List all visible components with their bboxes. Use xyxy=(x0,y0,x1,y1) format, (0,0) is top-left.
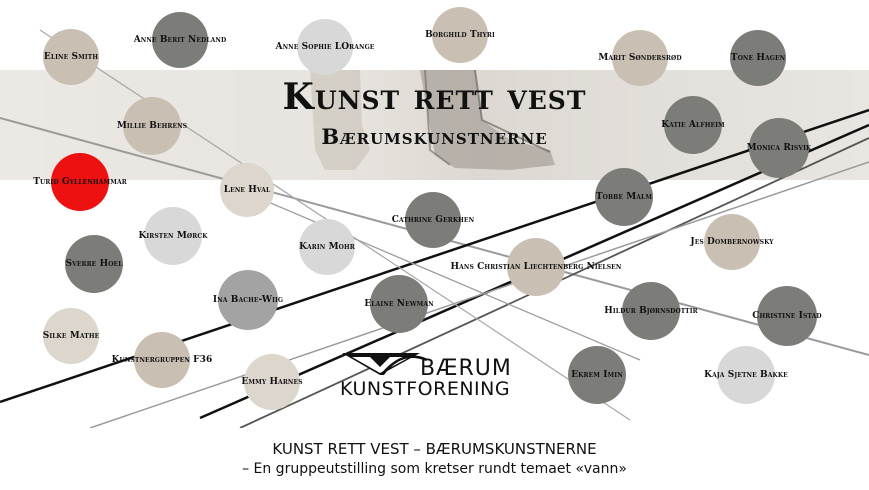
artist-name: Kirsten Mørck xyxy=(138,231,208,241)
page-title: Kunst rett vest xyxy=(282,76,587,118)
artist-name: Karin Mohr xyxy=(299,242,355,252)
artist-name: Borghild Thyri xyxy=(425,30,495,40)
artist-name: Hildur Bjørnsdottir xyxy=(604,306,698,316)
logo-text-top: BÆRUM xyxy=(420,356,512,381)
page-subtitle: Bærumskunstnerne xyxy=(321,124,548,149)
logo-text-bottom: KUNSTFORENING xyxy=(340,378,511,400)
footer-tagline: – En gruppeutstilling som kretser rundt temaet «vann» xyxy=(242,461,627,477)
artist-name: Ina Bache-Wiig xyxy=(212,295,284,305)
artist-name: Monica Risvik xyxy=(746,143,812,153)
artist-name: Hans Christian Liechtenberg Nielsen xyxy=(450,262,622,272)
artist-name: Sverre Hoel xyxy=(65,259,123,269)
artist-name: Christine Istad xyxy=(752,311,822,321)
artist-name: Elaine Newman xyxy=(364,299,434,309)
artist-name: Cathrine Gerkhen xyxy=(391,215,475,225)
artist-name: Kunstnergruppen F36 xyxy=(111,355,213,365)
artist-name: Lene Hval xyxy=(223,185,271,195)
artist-name: Jes Dombernowsky xyxy=(690,237,774,247)
artist-name: Turid Gyllenhammar xyxy=(33,177,127,187)
artist-name: Ekrem Imin xyxy=(571,370,623,380)
artist-name: Marit Søndersrød xyxy=(598,53,682,63)
artist-name: Tobbe Malm xyxy=(595,192,653,202)
footer-title: KUNST RETT VEST – BÆRUMSKUNSTNERNE xyxy=(272,440,597,458)
artist-name: Anne Sophie LOrange xyxy=(275,42,375,52)
artist-name: Eline Smith xyxy=(43,52,99,62)
artist-name: Anne Berit Nedland xyxy=(133,35,227,45)
artist-name: Tone Hagen xyxy=(730,53,786,63)
artist-name: Emmy Harnes xyxy=(241,377,303,387)
artist-name: Millie Behrens xyxy=(116,121,188,131)
artist-name: Katie Alfheim xyxy=(661,120,725,130)
artist-name: Kaja Sjetne Bakke xyxy=(704,370,788,380)
artist-name: Silke Mathe xyxy=(42,331,100,341)
